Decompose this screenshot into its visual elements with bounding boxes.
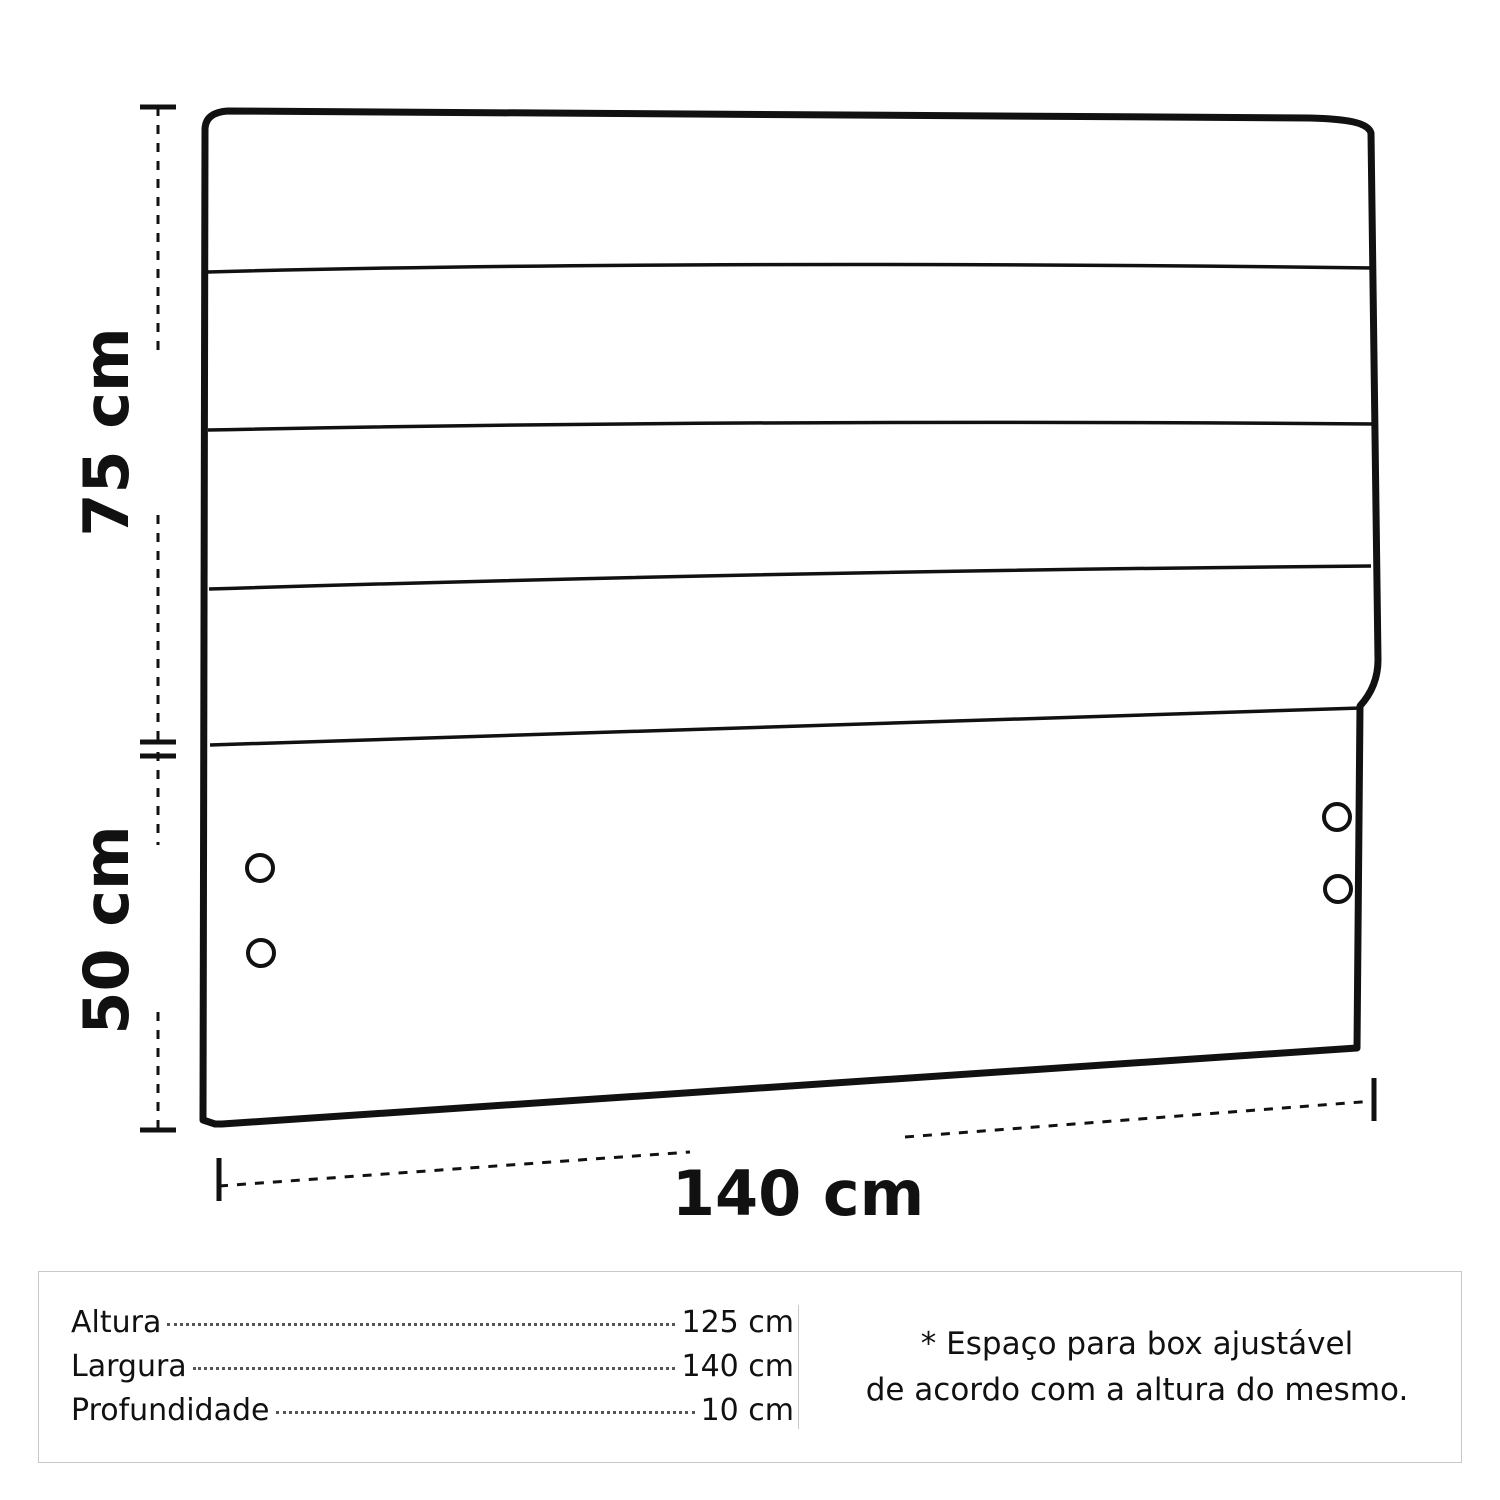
specifications-panel: [38, 1271, 1462, 1463]
dimension-label-height-upper: 75 cm: [70, 327, 143, 537]
dimension-label-width: 140 cm: [671, 1157, 925, 1230]
spec-dots: [193, 1367, 676, 1370]
mounting-hole-left-top: [247, 855, 273, 881]
width-dash-right: [905, 1101, 1374, 1137]
mounting-hole-right-top: [1324, 804, 1350, 830]
width-dash-left: [219, 1152, 690, 1186]
note-line-2: de acordo com a altura do mesmo.: [865, 1372, 1409, 1408]
spec-row-largura: [71, 1345, 794, 1389]
spec-value-profundidade: 10 cm: [700, 1393, 794, 1428]
vertical-dimension-line: [140, 107, 176, 1130]
spec-value-altura: 125 cm: [681, 1305, 794, 1340]
spec-label-altura: Altura: [71, 1305, 162, 1340]
spec-list: [39, 1301, 794, 1433]
dimension-label-height-lower: 50 cm: [70, 825, 143, 1035]
spec-dots: [167, 1323, 675, 1326]
spec-row-altura: [71, 1301, 794, 1345]
spec-dots: [276, 1411, 695, 1414]
note-block: [799, 1321, 1461, 1413]
spec-row-profundidade: [71, 1389, 794, 1433]
spec-value-largura: 140 cm: [681, 1349, 794, 1384]
mounting-hole-left-bottom: [248, 940, 274, 966]
spec-label-profundidade: Profundidade: [71, 1393, 270, 1428]
mounting-hole-right-bottom: [1325, 876, 1351, 902]
note-line-1: * Espaço para box ajustável: [920, 1326, 1354, 1362]
spec-label-largura: Largura: [71, 1349, 187, 1384]
